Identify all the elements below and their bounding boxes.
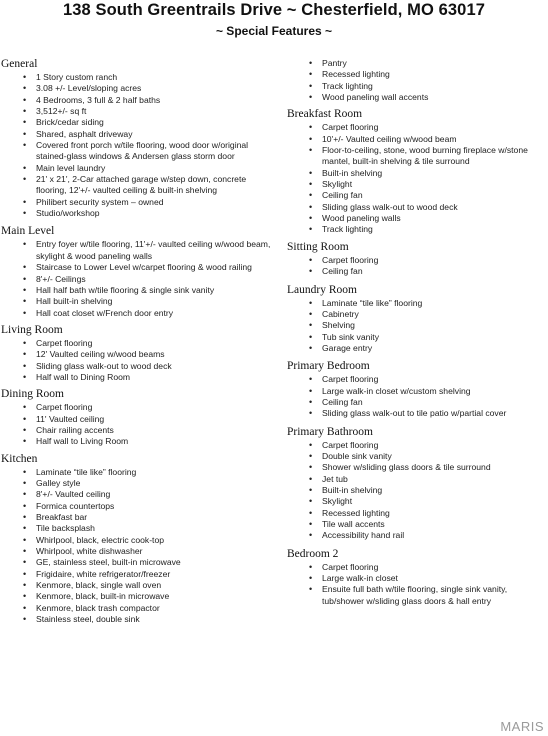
feature-item: • Whirlpool, white dishwasher [1, 546, 276, 557]
feature-item: • Carpet flooring [287, 122, 545, 133]
feature-item: • Whirlpool, black, electric cook-top [1, 535, 276, 546]
feature-item: • Sliding glass walk-out to tile patio w/partial cover [287, 408, 545, 419]
feature-item: • Cabinetry [287, 309, 545, 320]
section-sitting-room [287, 241, 545, 278]
section-heading: Breakfast Room [287, 108, 363, 121]
feature-item: • Philibert security system – owned [1, 197, 276, 208]
feature-item: • Shelving [287, 320, 545, 331]
feature-item: • Staircase to Lower Level w/carpet flooring & wood railing [1, 262, 276, 273]
feature-item: • Wood paneling walls [287, 213, 545, 224]
feature-item: • Carpet flooring [1, 402, 276, 413]
feature-item: • Built-in shelving [287, 485, 545, 496]
section-main-level [1, 225, 276, 318]
maris-watermark: MARIS [500, 719, 544, 734]
feature-item: • Skylight [287, 496, 545, 507]
feature-item: • Recessed lighting [287, 69, 545, 80]
section-bedroom-2 [287, 548, 545, 607]
section-heading: Main Level [1, 225, 55, 238]
section-heading: Primary Bathroom [287, 425, 373, 438]
feature-item: • Wood paneling wall accents [287, 92, 545, 103]
feature-item: • Brick/cedar siding [1, 117, 276, 128]
feature-item: • Carpet flooring [287, 374, 545, 385]
feature-item: • Pantry [287, 58, 545, 69]
section-heading: Dining Room [1, 388, 64, 401]
feature-item: • Half wall to Living Room [1, 436, 276, 447]
feature-item: • 3,512+/- sq ft [1, 106, 276, 117]
feature-item: • Main level laundry [1, 163, 276, 174]
feature-list [1, 467, 276, 626]
feature-item: • 1 Story custom ranch [1, 72, 276, 83]
section-continued [287, 58, 545, 103]
feature-item: • Shower w/sliding glass doors & tile surround [287, 462, 545, 473]
section-primary-bathroom [287, 426, 545, 542]
feature-item: • Ceiling fan [287, 397, 545, 408]
feature-item: • 4 Bedrooms, 3 full & 2 half baths [1, 95, 276, 106]
feature-list [287, 255, 545, 278]
feature-item: • Ceiling fan [287, 266, 545, 277]
feature-item: • Carpet flooring [287, 440, 545, 451]
section-heading: Bedroom 2 [287, 547, 339, 560]
document-title: 138 South Greentrails Drive ~ Chesterfield, MO 63017 [63, 1, 485, 19]
feature-list [1, 72, 276, 219]
feature-item: • Stainless steel, double sink [1, 614, 276, 625]
feature-item: • 10'+/- Vaulted ceiling w/wood beam [287, 134, 545, 145]
feature-list [287, 122, 545, 235]
section-heading: Kitchen [1, 452, 38, 465]
document-subtitle: ~ Special Features ~ [215, 24, 333, 38]
feature-list [287, 298, 545, 355]
feature-item: • Covered front porch w/tile flooring, wood door w/original stained-glass windows & Andersen glass storm door [1, 140, 276, 163]
feature-item: • Track lighting [287, 81, 545, 92]
feature-item: • Hall coat closet w/French door entry [1, 308, 276, 319]
feature-list [1, 239, 276, 318]
section-kitchen [1, 453, 276, 626]
feature-item: • Formica countertops [1, 501, 276, 512]
feature-list [287, 374, 545, 419]
feature-item: • Laminate “tile like” flooring [1, 467, 276, 478]
feature-item: • Half wall to Dining Room [1, 372, 276, 383]
feature-item: • Recessed lighting [287, 508, 545, 519]
feature-item: • Tile backsplash [1, 523, 276, 534]
section-dining-room [1, 388, 276, 447]
feature-list [287, 562, 545, 607]
feature-item: • Large walk-in closet [287, 573, 545, 584]
feature-item: • Ensuite full bath w/tile flooring, single sink vanity, tub/shower w/sliding glass doors & hall entry [287, 584, 545, 607]
feature-item: • Built-in shelving [287, 168, 545, 179]
feature-item: • Shared, asphalt driveway [1, 129, 276, 140]
section-living-room [1, 324, 276, 383]
feature-item: • Sliding glass walk-out to wood deck [1, 361, 276, 372]
feature-item: • Floor-to-ceiling, stone, wood burning fireplace w/stone mantel, built-in shelving & tile surround [287, 145, 545, 168]
section-general [1, 58, 276, 219]
feature-item: • Laminate “tile like” flooring [287, 298, 545, 309]
feature-item: • Kenmore, black, single wall oven [1, 580, 276, 591]
feature-item: • Garage entry [287, 343, 545, 354]
feature-item: • Accessibility hand rail [287, 530, 545, 541]
feature-item: • 8'+/- Vaulted ceiling [1, 489, 276, 500]
feature-item: • Entry foyer w/tile flooring, 11'+/- vaulted ceiling w/wood beam, skylight & wood paneling walls [1, 239, 276, 262]
feature-item: • 21' x 21', 2-Car attached garage w/step down, concrete flooring, 12'+/- vaulted ceiling & built-in shelving [1, 174, 276, 197]
feature-item: • Double sink vanity [287, 451, 545, 462]
feature-item: • Carpet flooring [1, 338, 276, 349]
section-breakfast-room [287, 108, 545, 235]
section-heading: General [1, 58, 38, 70]
section-primary-bedroom [287, 360, 545, 419]
feature-item: • Hall half bath w/tile flooring & single sink vanity [1, 285, 276, 296]
section-heading: Laundry Room [287, 283, 357, 296]
feature-item: • Kenmore, black, built-in microwave [1, 591, 276, 602]
feature-item: • 11' Vaulted ceiling [1, 414, 276, 425]
feature-item: • Kenmore, black trash compactor [1, 603, 276, 614]
feature-item: • Skylight [287, 179, 545, 190]
feature-item: • 3.08 +/- Level/sloping acres [1, 83, 276, 94]
feature-item: • Ceiling fan [287, 190, 545, 201]
feature-list [287, 440, 545, 542]
feature-item: • Carpet flooring [287, 255, 545, 266]
feature-item: • Sliding glass walk-out to wood deck [287, 202, 545, 213]
feature-item: • Frigidaire, white refrigerator/freezer [1, 569, 276, 580]
feature-item: • Jet tub [287, 474, 545, 485]
section-heading: Primary Bedroom [287, 360, 370, 373]
feature-item: • Galley style [1, 478, 276, 489]
feature-item: • 12' Vaulted ceiling w/wood beams [1, 349, 276, 360]
feature-list [1, 402, 276, 447]
section-laundry-room [287, 284, 545, 355]
feature-item: • Tile wall accents [287, 519, 545, 530]
feature-list [1, 338, 276, 383]
feature-item: • Studio/workshop [1, 208, 276, 219]
feature-item: • Large walk-in closet w/custom shelving [287, 386, 545, 397]
left-column [1, 58, 276, 625]
section-heading: Sitting Room [287, 240, 349, 253]
feature-item: • Tub sink vanity [287, 332, 545, 343]
feature-item: • GE, stainless steel, built-in microwave [1, 557, 276, 568]
feature-item: • Carpet flooring [287, 562, 545, 573]
section-heading: Living Room [1, 323, 63, 336]
right-column [287, 58, 545, 607]
feature-item: • Hall built-in shelving [1, 296, 276, 307]
feature-item: • Chair railing accents [1, 425, 276, 436]
feature-list [287, 58, 545, 103]
feature-item: • Breakfast bar [1, 512, 276, 523]
feature-item: • 8'+/- Ceilings [1, 274, 276, 285]
feature-item: • Track lighting [287, 224, 545, 235]
